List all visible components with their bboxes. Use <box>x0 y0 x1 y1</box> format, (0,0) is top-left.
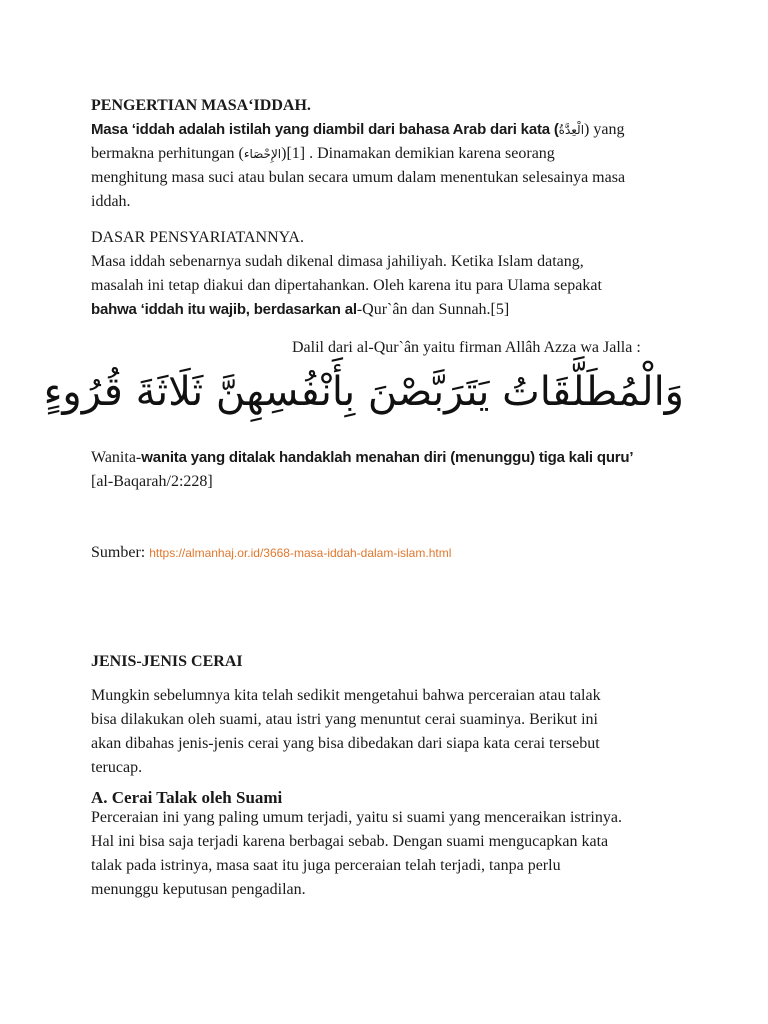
text-span: Wanita- <box>91 449 142 466</box>
text-span: bermakna perhitungan ( <box>91 145 244 162</box>
paragraph-line: terucap. <box>91 759 143 776</box>
paragraph-line: iddah. <box>91 193 131 210</box>
heading-jenis-cerai: JENIS-JENIS CERAI <box>91 653 243 670</box>
quran-verse: وَالْمُطَلَّقَاتُ يَتَرَبَّصْنَ بِأَنْفُسِهِنَّ ثَلَاثَةَ قُرُوءٍ <box>43 369 684 415</box>
paragraph-line: akan dibahas jenis-jenis cerai yang bisa dibedakan dari siapa kata cerai tersebut <box>91 735 600 752</box>
paragraph-line: menunggu keputusan pengadilan. <box>91 881 306 898</box>
paragraph-line: talak pada istrinya, masa saat itu juga perceraian telah terjadi, tanpa perlu <box>91 857 561 874</box>
paragraph-line <box>91 120 624 140</box>
paragraph-line: Masa iddah sebenarnya sudah dikenal dimasa jahiliyah. Ketika Islam datang, <box>91 253 584 270</box>
heading-pengertian: PENGERTIAN MASA‘IDDAH. <box>91 97 311 114</box>
paragraph-line <box>91 144 555 164</box>
source-line <box>91 543 451 563</box>
paragraph-line <box>91 300 509 320</box>
dalil-intro: Dalil dari al-Qur`ân yaitu firman Allâh Azza wa Jalla : <box>292 339 641 356</box>
text-span: ) yang <box>584 121 625 138</box>
paragraph-line: Mungkin sebelumnya kita telah sedikit mengetahui bahwa perceraian atau talak <box>91 687 601 704</box>
text-span: -Qur`ân dan Sunnah.[5] <box>356 301 510 318</box>
paragraph-line: Hal ini bisa saja terjadi karena berbagai sebab. Dengan suami mengucapkan kata <box>91 833 609 850</box>
source-link[interactable]: https://almanhaj.or.id/3668-masa-iddah-dalam-islam.html <box>149 546 452 560</box>
heading-dasar: DASAR PENSYARIATANNYA. <box>91 229 304 246</box>
translation-line <box>91 448 633 468</box>
bold-text: bahwa ‘iddah itu wajib, berdasarkan al <box>91 301 357 318</box>
arabic-word: الْعِدَّةُ <box>558 123 585 137</box>
arabic-word: الإِحْصَاء <box>243 147 282 161</box>
bold-text: Masa ‘iddah adalah istilah yang diambil dari bahasa Arab dari kata ( <box>91 121 559 138</box>
heading-cerai-talak: A. Cerai Talak oleh Suami <box>91 788 283 807</box>
paragraph-line: Perceraian ini yang paling umum terjadi, yaitu si suami yang menceraikan istrinya. <box>91 809 622 826</box>
paragraph-line: masalah ini tetap diakui dan dipertahankan. Oleh karena itu para Ulama sepakat <box>91 277 602 294</box>
text-span: )[1] . Dinamakan demikian karena seorang <box>281 145 555 162</box>
bold-text: wanita yang ditalak handaklah menahan diri (menunggu) tiga kali quru’ <box>141 449 634 466</box>
source-label: Sumber: <box>91 544 150 561</box>
paragraph-line: menghitung masa suci atau bulan secara umum dalam menentukan selesainya masa <box>91 169 626 186</box>
paragraph-line: bisa dilakukan oleh suami, atau istri yang menuntut cerai suaminya. Berikut ini <box>91 711 598 728</box>
verse-reference: [al-Baqarah/2:228] <box>91 473 213 490</box>
